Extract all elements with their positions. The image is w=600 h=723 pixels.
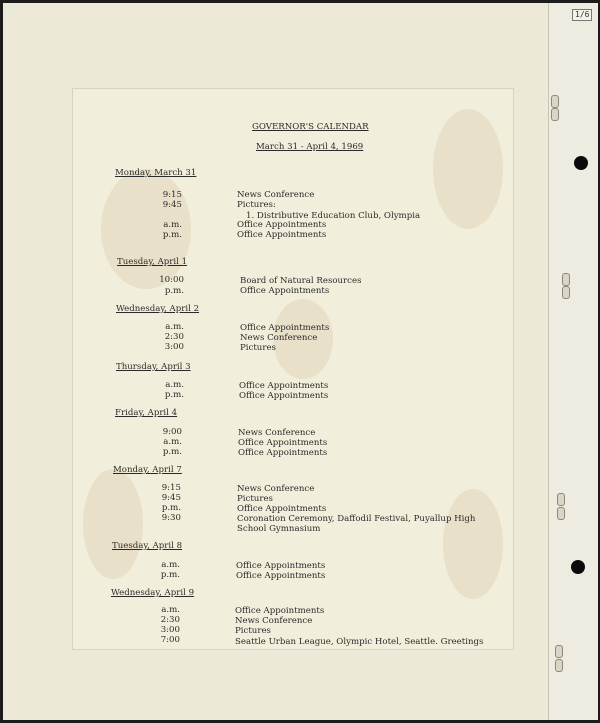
entry-time: p.m. [164,390,184,400]
entry-time: a.m. [163,437,182,447]
entry-event: Pictures [237,494,273,504]
entry-event: Office Appointments [235,606,325,616]
entry-time: 3:00 [164,342,184,352]
binder-ring [555,645,563,658]
entry-time: 2:30 [164,332,184,342]
entry-time: 2:30 [160,615,180,625]
entry-time: a.m. [165,322,184,332]
punch-hole-bottom [571,560,585,574]
entry-time: a.m. [165,380,184,390]
entry-event: Office Appointments [237,230,327,240]
stain [443,489,503,599]
page-tag: 1/6 [572,9,592,21]
day-heading: Monday, March 31 [115,168,197,178]
entry-event: Office Appointments [236,571,326,581]
entry-event: Pictures [235,626,271,636]
entry-time: p.m. [162,447,182,457]
entry-event: Office Appointments [240,323,330,333]
entry-time: 9:15 [161,483,181,493]
entry-event: Office Appointments [239,381,329,391]
entry-event: 1. Distributive Education Club, Olympia [246,211,421,221]
entry-event: Office Appointments [238,448,328,458]
day-heading: Monday, April 7 [113,465,182,475]
entry-event: News Conference [238,428,316,438]
entry-event: Coronation Ceremony, Daffodil Festival, Puyallup High [237,514,476,524]
day-heading: Wednesday, April 2 [116,304,200,314]
entry-time: 9:45 [161,493,181,503]
entry-time: 9:00 [162,427,182,437]
entry-event: Pictures [240,343,276,353]
entry-event: News Conference [237,484,315,494]
entry-event: Office Appointments [238,438,328,448]
entry-event: News Conference [237,190,315,200]
entry-event: Office Appointments [240,286,330,296]
day-heading: Thursday, April 3 [116,362,191,372]
entry-time: a.m. [161,605,180,615]
entry-time: a.m. [163,220,182,230]
entry-time: p.m. [161,503,181,513]
entry-event: Pictures: [237,200,276,210]
binder-ring [562,273,570,286]
day-heading: Friday, April 4 [115,408,178,418]
entry-event: News Conference [235,616,313,626]
calendar-title: GOVERNOR'S CALENDAR [252,122,369,132]
entry-time: 3:00 [160,625,180,635]
binder-ring [555,659,563,672]
entry-event: Office Appointments [237,220,327,230]
day-heading: Tuesday, April 8 [112,541,183,551]
entry-time: p.m. [162,230,182,240]
binder-ring [557,507,565,520]
entry-time: 9:15 [162,190,182,200]
binder-ring [551,108,559,121]
entry-time: 10:00 [159,275,184,285]
punch-hole-top [574,156,588,170]
entry-time: p.m. [164,286,184,296]
entry-time: 7:00 [160,635,180,645]
entry-event: Seattle Urban League, Olympic Hotel, Seattle. Greetings [235,637,484,647]
binder-ring [557,493,565,506]
entry-time: p.m. [160,570,180,580]
entry-event: News Conference [240,333,318,343]
entry-event: Office Appointments [236,561,326,571]
entry-event: Board of Natural Resources [240,276,362,286]
entry-time: 9:30 [161,513,181,523]
day-heading: Wednesday, April 9 [111,588,195,598]
entry-event: School Gymnasium [237,524,321,534]
binder-ring [551,95,559,108]
entry-event: Office Appointments [239,391,329,401]
entry-time: 9:45 [162,200,182,210]
day-heading: Tuesday, April 1 [117,257,188,267]
entry-event: Office Appointments [237,504,327,514]
entry-time: a.m. [161,560,180,570]
stain [433,109,503,229]
binder-ring [562,286,570,299]
calendar-date-range: March 31 - April 4, 1969 [256,142,364,152]
